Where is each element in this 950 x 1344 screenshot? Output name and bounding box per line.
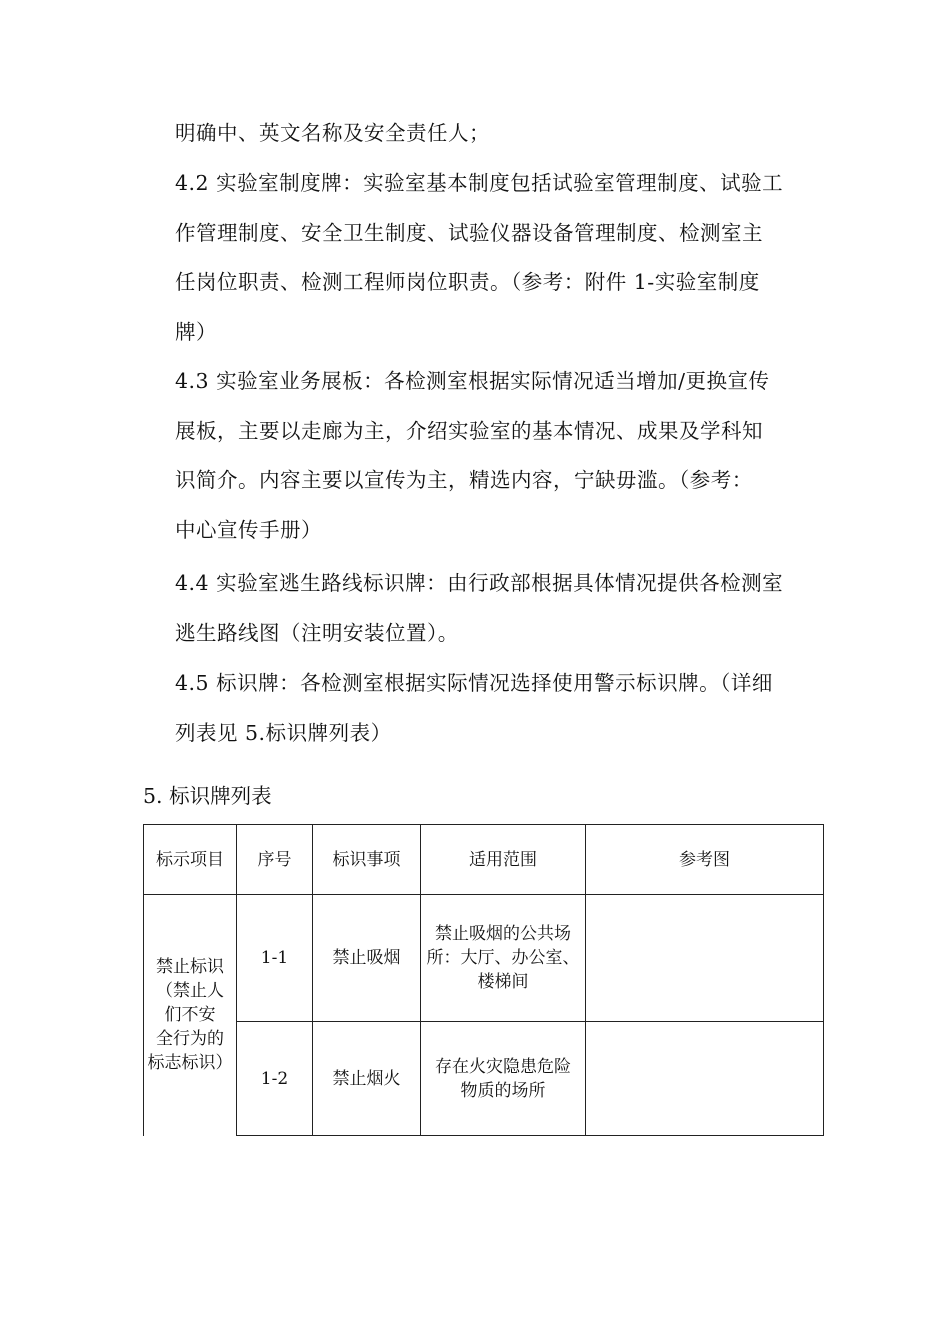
paragraph-4-2 — [175, 159, 815, 357]
row-item: 禁止烟火 — [313, 1022, 421, 1136]
group-label-prohibition — [144, 895, 237, 1136]
paragraph-4-5 — [175, 659, 815, 758]
header-scope: 适用范围 — [421, 825, 586, 895]
row-scope — [421, 1022, 586, 1136]
header-number: 序号 — [237, 825, 313, 895]
table-header-row — [144, 825, 824, 895]
text-line: 4.2 实验室制度牌：实验室基本制度包括试验室管理制度、试验工 — [175, 171, 784, 195]
row-reference-image — [586, 895, 824, 1022]
section-heading: 5. 标识牌列表 — [143, 784, 272, 808]
group-label-line: 禁止标识 — [156, 957, 224, 978]
text-line: 识简介。内容主要以宣传为主，精选内容，宁缺毋滥。（参考： — [175, 468, 753, 492]
row-reference-image — [586, 1022, 824, 1136]
text-line: 任岗位职责、检测工程师岗位职责。（参考：附件 1-实验室制度 — [175, 270, 760, 294]
header-item: 标识事项 — [313, 825, 421, 895]
group-label-line: 全行为的 — [156, 1029, 224, 1050]
scope-line: 所：大厅、办公室、 — [426, 948, 580, 968]
text-line: 作管理制度、安全卫生制度、试验仪器设备管理制度、检测室主 — [175, 220, 763, 245]
text-line: 明确中、英文名称及安全责任人； — [175, 121, 490, 145]
scope-line: 楼梯间 — [477, 972, 529, 992]
row-item: 禁止吸烟 — [313, 895, 421, 1022]
table-row — [144, 1022, 824, 1136]
text-line: 4.5 标识牌：各检测室根据实际情况选择使用警示标识牌。（详细 — [175, 671, 773, 695]
paragraph-4-4 — [175, 559, 815, 658]
text-line: 逃生路线图（注明安装位置）。 — [175, 620, 459, 645]
scope-line: 存在火灾隐患危险 — [435, 1056, 571, 1077]
row-number: 1-2 — [237, 1022, 313, 1136]
paragraph-intro — [175, 109, 815, 159]
header-category: 标示项目 — [144, 825, 237, 895]
text-line: 展板，主要以走廊为主，介绍实验室的基本情况、成果及学科知 — [175, 418, 763, 443]
text-line: 中心宣传手册） — [175, 517, 322, 542]
paragraph-4-3 — [175, 357, 815, 555]
row-scope — [421, 895, 586, 1022]
text-line: 牌） — [175, 319, 217, 344]
sign-list-table — [143, 824, 824, 1136]
header-reference: 参考图 — [586, 825, 824, 895]
group-label-line: 标志标识） — [147, 1053, 233, 1074]
scope-line: 禁止吸烟的公共场 — [435, 924, 571, 944]
table-row — [144, 895, 824, 1022]
group-label-line: （禁止人 — [156, 981, 224, 1002]
text-line: 4.3 实验室业务展板：各检测室根据实际情况适当增加/更换宣传 — [175, 369, 770, 393]
row-number: 1-1 — [237, 895, 313, 1022]
text-line: 4.4 实验室逃生路线标识牌：由行政部根据具体情况提供各检测室 — [175, 571, 784, 595]
scope-line: 物质的场所 — [460, 1080, 546, 1101]
group-label-line: 们不安 — [164, 1005, 216, 1026]
text-line: 列表见 5.标识牌列表） — [175, 720, 392, 745]
